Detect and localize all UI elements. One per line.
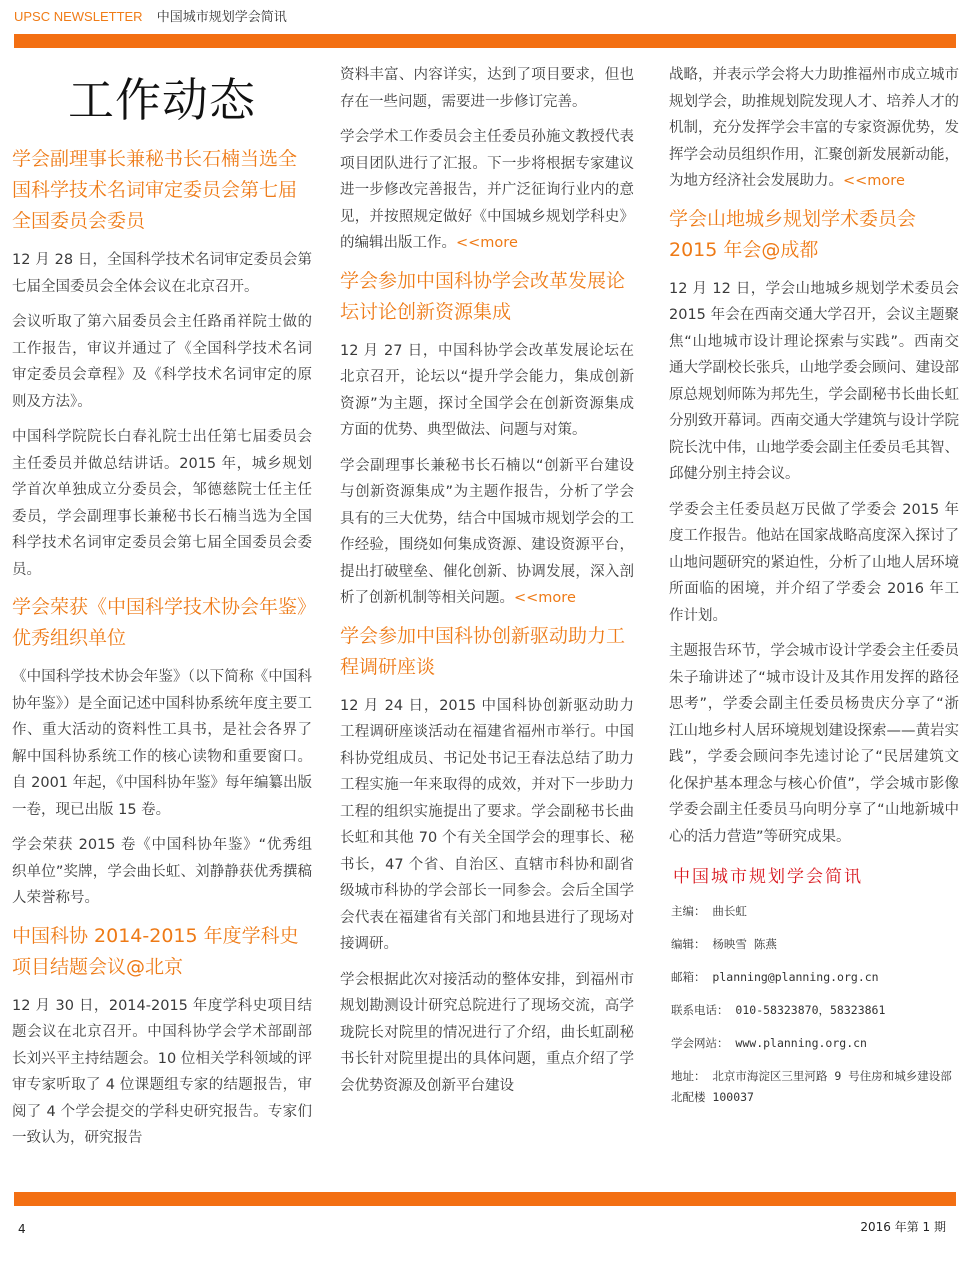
paragraph-text: 学会荣获 2015 卷《中国科协年鉴》“优秀组织单位”奖牌，学会曲长虹、刘静静获优秀撰稿人荣誉称号。 xyxy=(12,837,312,906)
bottom-orange-bar xyxy=(14,1192,956,1206)
column-right xyxy=(669,62,959,1120)
masthead-line: 邮箱： planning@planning.org.cn xyxy=(671,970,879,984)
masthead-line: 联系电话： 010-58323870，58323861 xyxy=(671,1003,886,1017)
article-paragraph xyxy=(340,453,634,612)
column-left xyxy=(12,62,312,1161)
article-paragraph xyxy=(340,338,634,444)
paragraph-text: 战略，并表示学会将大力助推福州市成立城市规划学会，助推规划院发现人才、培养人才的机制，充分发挥学会丰富的专家资源优势，发挥学会动员组织作用，汇聚创新发展新动能，为地方经济社会发展助力。 xyxy=(669,67,959,189)
paragraph-text: 12 月 12 日，学会山地城乡规划学术委员会 2015 年会在西南交通大学召开，会议主题聚焦“山地城市设计理论探索与实践”。西南交通大学副校长张兵，山地学委会顾问、建设部原总规划师陈为邦先生，学会副秘书长曲长虹分别致开幕词。西南交通大学建筑与设计学院院长沈中伟，山地学委会副主任委员毛其智、邱健分别主持会议。 xyxy=(669,280,959,482)
page-number: 4 xyxy=(18,1222,26,1236)
paragraph-text: 学会根据此次对接活动的整体安排，到福州市规划勘测设计研究总院进行了现场交流，高学珑院长对院里的情况进行了介绍，曲长虹副秘书长针对院里提出的具体问题，重点介绍了学会优势资源及创新平台建设 xyxy=(340,971,634,1094)
paragraph-text: 12 月 27 日，中国科协学会改革发展论坛在北京召开，论坛以“提升学会能力，集成创新资源”为主题，探讨全国学会在创新资源集成方面的优势、典型做法、问题与对策。 xyxy=(340,342,634,438)
page-title: 工作动态 xyxy=(68,73,256,127)
paragraph-text: 会议听取了第六届委员会主任路甬祥院士做的工作报告，审议并通过了《全国科学技术名词审定委员会章程》及《科学技术名词审定的原则及方法》。 xyxy=(12,314,312,410)
masthead-title: 中国城市规划学会简讯 xyxy=(673,867,863,887)
more-link[interactable]: <<more xyxy=(456,235,518,251)
article-paragraph xyxy=(12,664,312,823)
masthead-line: 地址： 北京市海淀区三里河路 9 号住房和城乡建设部北配楼 100037 xyxy=(671,1069,952,1104)
masthead-line: 主编： 曲长虹 xyxy=(671,904,747,918)
paragraph-text: 资料丰富、内容详实，达到了项目要求，但也存在一些问题，需要进一步修订完善。 xyxy=(340,67,634,110)
paragraph-text: 学委会主任委员赵万民做了学委会 2015 年度工作报告。他站在国家战略高度深入探讨了山地问题研究的紧迫性，分析了山地人居环境所面临的困境，并介绍了学委会 2016 年工作计划。 xyxy=(669,501,959,624)
newsletter-title: 中国城市规划学会简讯 xyxy=(156,10,287,25)
top-orange-bar xyxy=(14,34,956,48)
brand-label: UPSC NEWSLETTER xyxy=(14,9,143,24)
article-paragraph xyxy=(340,693,634,958)
article-paragraph xyxy=(12,309,312,415)
article-headline[interactable]: 学会参加中国科协创新驱动助力工程调研座谈 xyxy=(340,624,626,678)
paragraph-text: 12 月 24 日，2015 中国科协创新驱动助力工程调研座谈活动在福建省福州市举行。中国科协党组成员、书记处书记王春法总结了助力工程实施一年来取得的成效，并对下一步助力工程的组织实施提出了要求。学会副秘书长曲长虹和其他 70 个有关全国学会的理事长、秘书长，47 个省、自治区、直辖市科协和副省级城市科协的学会部长一同参会。会后全国学会代表在福建省有关部门和地县进行了现场对接调研。 xyxy=(340,697,634,952)
article-headline[interactable]: 学会荣获《中国科学技术协会年鉴》优秀组织单位 xyxy=(12,596,307,649)
paragraph-text: 主题报告环节，学会城市设计学委会主任委员朱子瑜讲述了“城市设计及其作用发挥的路径思考”，学委会副主任委员杨贵庆分享了“浙江山地乡村人居环境规划建设探索——黄岩实践”，学委会顾问李先逵讨论了“民居建筑文化保护基本理念与核心价值”，学会城市影像学委会副主任委员马向明分享了“山地新城中心的活力营造”等研究成果。 xyxy=(669,643,959,845)
article-paragraph xyxy=(12,247,312,300)
newsletter-header xyxy=(14,6,287,25)
paragraph-text: 学会学术工作委员会主任委员孙施文教授代表项目团队进行了汇报。下一步将根据专家建议进一步修改完善报告，并广泛征询行业内的意见，并按照规定做好《中国城乡规划学科史》的编辑出版工作。 xyxy=(340,129,634,251)
more-link[interactable]: <<more xyxy=(514,590,576,606)
article-paragraph xyxy=(12,832,312,912)
article-headline[interactable]: 学会副理事长兼秘书长石楠当选全国科学技术名词审定委员会第七届全国委员会委员 xyxy=(12,148,298,232)
article-headline[interactable]: 学会参加中国科协学会改革发展论坛讨论创新资源集成 xyxy=(340,269,626,323)
column-middle xyxy=(340,62,634,1108)
article-paragraph xyxy=(669,62,959,195)
article-paragraph xyxy=(12,424,312,583)
article-paragraph xyxy=(340,124,634,257)
masthead-lines xyxy=(669,901,959,1108)
paragraph-text: 中国科学院院长白春礼院士出任第七届委员会主任委员并做总结讲话。2015 年，城乡规划学首次单独成立分委员会，邹德慈院士任主任委员，学会副理事长兼秘书长石楠当选为全国科学技术名词审定委员会第七届全国委员会委员。 xyxy=(12,429,312,578)
article-paragraph xyxy=(669,276,959,488)
article-paragraph xyxy=(669,497,959,630)
paragraph-text: 12 月 30 日，2014-2015 年度学科史项目结题会议在北京召开。中国科协学会学术部副部长刘兴平主持结题会。10 位相关学科领域的评审专家听取了 4 位课题组专家的结题报告，审阅了 4 个学会提交的学科史研究报告。专家们一致认为，研究报告 xyxy=(12,997,312,1146)
article-paragraph xyxy=(669,638,959,850)
article-paragraph xyxy=(340,62,634,115)
paragraph-text: 《中国科学技术协会年鉴》（以下简称《中国科协年鉴》）是全面记述中国科协系统年度主要工作、重大活动的资料性工具书，是社会各界了解中国科协系统工作的核心读物和重要窗口。自 2001 年起，《中国科协年鉴》每年编纂出版一卷，现已出版 15 卷。 xyxy=(12,669,312,818)
article-paragraph xyxy=(12,993,312,1152)
masthead-card xyxy=(669,862,959,1108)
more-link[interactable]: <<more xyxy=(843,173,905,189)
article-headline[interactable]: 学会山地城乡规划学术委员会 2015 年会@成都 xyxy=(669,207,917,261)
issue-label: 2016 年第 1 期 xyxy=(860,1220,946,1234)
article-paragraph xyxy=(340,967,634,1100)
masthead-line: 编辑： 杨映雪 陈燕 xyxy=(671,937,777,951)
masthead-line: 学会网站： www.planning.org.cn xyxy=(671,1036,867,1050)
paragraph-text: 12 月 28 日，全国科学技术名词审定委员会第七届全国委员会全体会议在北京召开。 xyxy=(12,252,312,295)
paragraph-text: 学会副理事长兼秘书长石楠以“创新平台建设与创新资源集成”为主题作报告，分析了学会具有的三大优势，结合中国城市规划学会的工作经验，围绕如何集成资源、建设资源平台，提出打破壁垒、催化创新、协调发展，深入剖析了创新机制等相关问题。 xyxy=(340,457,634,606)
article-headline[interactable]: 中国科协 2014-2015 年度学科史项目结题会议@北京 xyxy=(12,924,299,978)
